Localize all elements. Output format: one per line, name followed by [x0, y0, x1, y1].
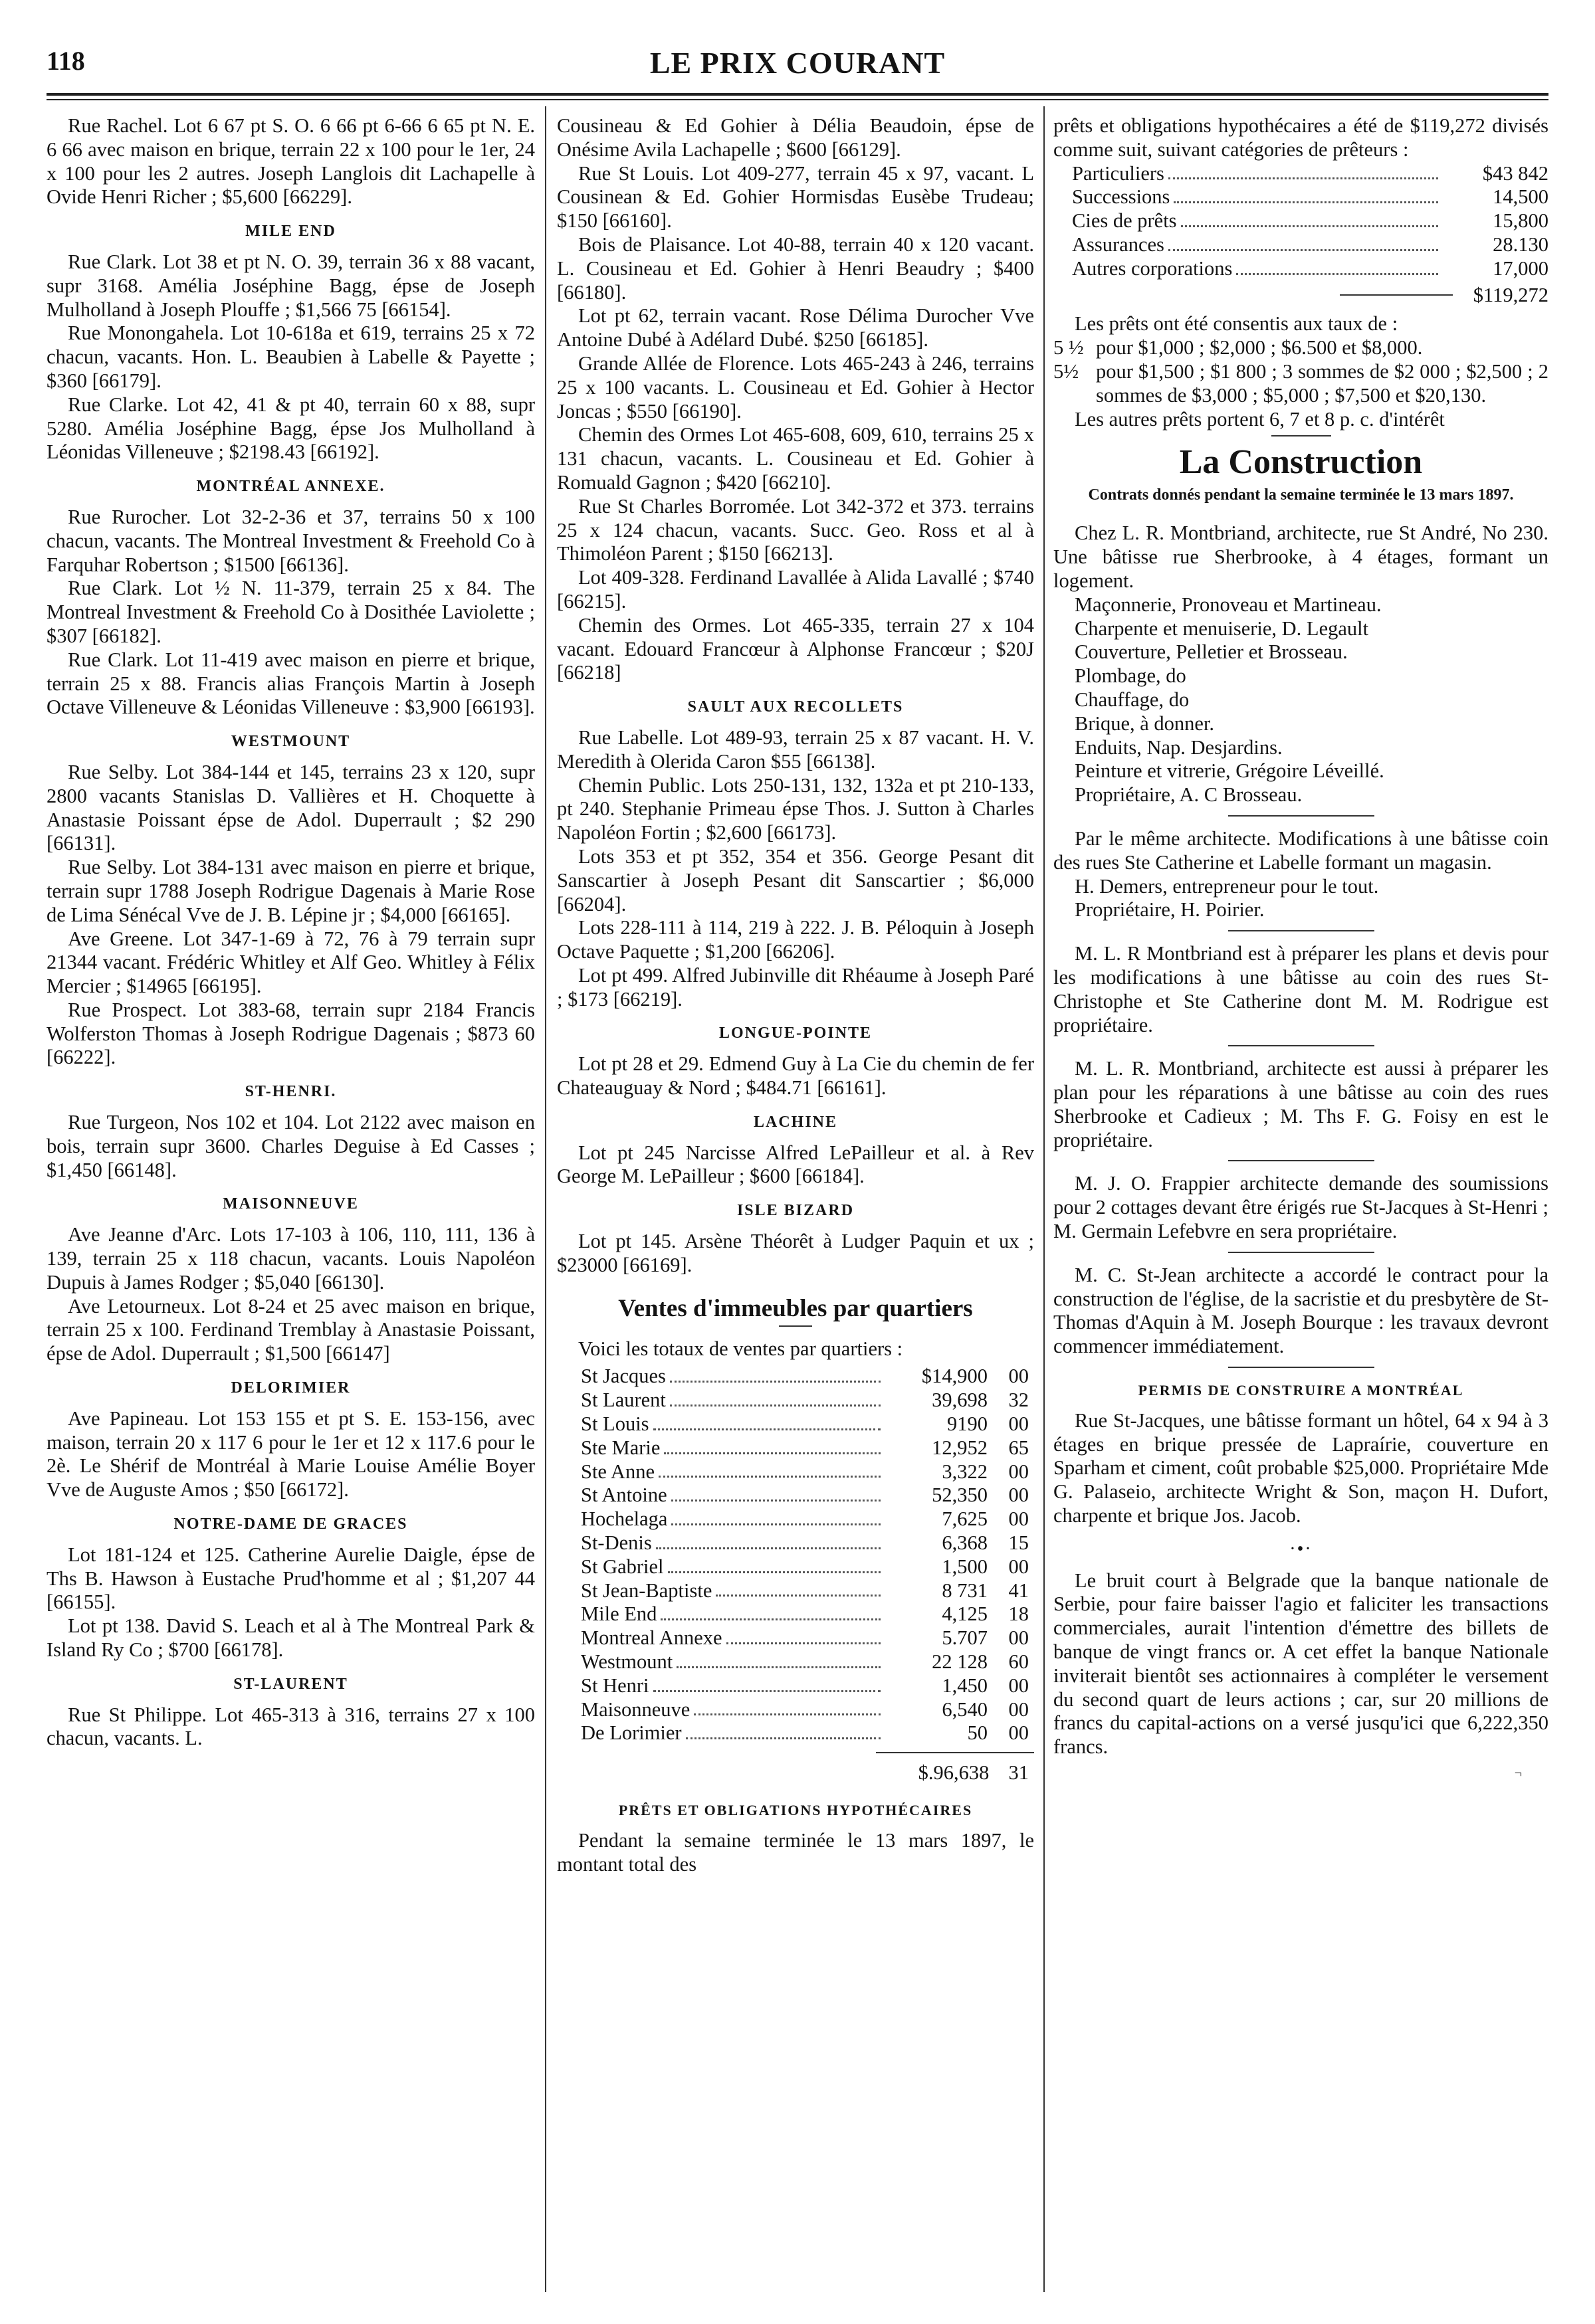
quartier-name: St Jacques	[581, 1365, 666, 1388]
lender-row	[1053, 257, 1548, 281]
paragraph: Propriétaire, H. Poirier.	[1075, 898, 1265, 921]
section-heading: NOTRE-DAME DE GRACES	[173, 1515, 408, 1533]
rates-list	[1053, 336, 1548, 407]
quartier-dollars: 7,625	[942, 1507, 988, 1531]
quartier-dollars: $14,900	[921, 1365, 988, 1388]
dot-leader	[1236, 273, 1438, 275]
quartier-row	[557, 1555, 1034, 1579]
dot-leader	[1168, 177, 1438, 179]
divider	[1228, 1045, 1374, 1046]
dot-leader	[653, 1690, 881, 1692]
listing-entry: Rue St Charles Borromée. Lot 342-372 et 373. terrains 25 x 124 chacun, vacants. Succ. Geo. Ross et al à Thimoléon Parent ; $150 [66213].	[557, 494, 1034, 565]
paragraph: M. C. St-Jean architecte a accordé le contract pour la construction de l'église, de la sacristie et du presbytère de St-Thomas d'Aquin à M. Joseph Bourque : les travaux devront commencer immédiatement.	[1053, 1263, 1548, 1358]
quartier-name: Ste Marie	[581, 1436, 661, 1459]
page-number: 118	[47, 46, 85, 76]
quartier-name: Hochelaga	[581, 1507, 668, 1531]
quartier-row	[557, 1531, 1034, 1555]
listing-entry: Lots 228-111 à 114, 219 à 222. J. B. Péloquin à Joseph Octave Paquette ; $1,200 [66206].	[557, 916, 1034, 963]
section-heading: MAISONNEUVE	[223, 1195, 359, 1213]
quartier-cents: 00	[1008, 1697, 1029, 1721]
quartier-row	[557, 1721, 1034, 1745]
quartier-dollars: 22 128	[932, 1650, 988, 1674]
dot-leader	[668, 1571, 881, 1573]
lenders-total-row	[1053, 284, 1548, 308]
lender-row	[1053, 185, 1548, 209]
quartier-name: St Laurent	[581, 1389, 666, 1412]
quartier-dollars: 8 731	[942, 1579, 988, 1602]
dot-leader	[664, 1452, 881, 1454]
quartier-row	[557, 1507, 1034, 1531]
lender-name: Assurances	[1072, 233, 1164, 256]
quartier-cents: 00	[1008, 1484, 1029, 1507]
divider	[1228, 1367, 1374, 1368]
dot-leader	[671, 1523, 881, 1525]
quartier-row	[557, 1650, 1034, 1674]
listing-entry: Rue Selby. Lot 384-131 avec maison en pierre et brique, terrain supr 1788 Joseph Rodrigue Dagenais à Marie Rose de Lima Sénécal Vve de J. B. Lépine jr ; $4,000 [66165].	[47, 856, 535, 926]
quartier-cents: 15	[1008, 1531, 1029, 1555]
paragraph: H. Demers, entrepreneur pour le tout.	[1075, 874, 1379, 898]
rate-amounts: pour $1,000 ; $2,000 ; $6.500 et $8,000.	[1096, 336, 1423, 359]
quartier-cents: 00	[1008, 1626, 1029, 1650]
listing-entry: Lot pt 28 et 29. Edmend Guy à La Cie du chemin de fer Chateauguay & Nord ; $484.71 [66161].	[557, 1052, 1034, 1100]
listing-entry: Lot 181-124 et 125. Catherine Aurelie Daigle, épse de Ths B. Hawson à Eustache Prud'homme et al ; $1,207 44 [66155].	[47, 1543, 535, 1614]
construction-subtitle: Contrats donnés pendant la semaine terminée le 13 mars 1897.	[1088, 486, 1514, 504]
prets-intro: Pendant la semaine terminée le 13 mars 1897, le montant total des	[557, 1828, 1034, 1876]
ventes-title: Ventes d'immeubles par quartiers	[618, 1294, 973, 1322]
listing-entry: Rue St Louis. Lot 409-277, terrain 45 x 97, vacant. L Cousinean & Ed. Gohier Hormisdas Eusèbe Trudeau; $150 [66160].	[557, 161, 1034, 233]
paragraph: Chez L. R. Montbriand, architecte, rue St André, No 230. Une bâtisse rue Sherbrooke, à 4 étages, formant un logement.	[1053, 522, 1548, 592]
dot-leader	[726, 1642, 881, 1644]
listing-entry: Rue Rurocher. Lot 32-2-36 et 37, terrains 50 x 100 chacun, vacants. The Montreal Investment & Freehold Co à Farquhar Robertson ; $1500 [66136].	[47, 505, 535, 576]
quartier-row	[557, 1674, 1034, 1698]
quartier-cents: 00	[1008, 1365, 1029, 1388]
quartier-name: St Henri	[581, 1674, 649, 1697]
listing-entry: Lot pt 245 Narcisse Alfred LePailleur et al. à Rev George M. LePailleur ; $600 [66184].	[557, 1141, 1034, 1188]
ventes-total-row	[557, 1752, 1034, 1785]
paragraph: M. L. R Montbriand est à préparer les plans et devis pour les modifications à une bâtisse au coin des rues St-Christophe et Ste Catherine dont M. M. Rodrigue est propriétaire.	[1053, 942, 1548, 1036]
listing-entry: Lot pt 145. Arsène Théorêt à Ludger Paquin et ux ; $23000 [66169].	[557, 1230, 1034, 1276]
quartier-dollars: 39,698	[932, 1389, 988, 1412]
quartier-name: Westmount	[581, 1650, 673, 1674]
listing-entry: Rue Clarke. Lot 42, 41 & pt 40, terrain 60 x 88, supr 5280. Amélia Joséphine Bagg, épse Jos Mulholland à Léonidas Villeneuve ; $2198.43 [66192].	[47, 393, 535, 464]
quartier-dollars: 50	[967, 1721, 988, 1745]
listing-entry: Rue Labelle. Lot 489-93, terrain 25 x 87 vacant. H. V. Meredith à Olerida Caron $55 [66138].	[557, 726, 1034, 773]
quartier-row	[557, 1579, 1034, 1603]
quartier-dollars: 1,500	[942, 1555, 988, 1578]
trade-line: Couverture, Pelletier et Brosseau.	[1075, 640, 1348, 664]
masthead-title: LE PRIX COURANT	[649, 46, 946, 80]
trade-line: Maçonnerie, Pronoveau et Martineau.	[1075, 593, 1382, 616]
quartier-row	[557, 1365, 1034, 1389]
quartier-dollars: 3,322	[942, 1460, 988, 1483]
dot-leader	[716, 1595, 881, 1597]
dot-leader	[670, 1404, 881, 1406]
listing-entry: Rue Selby. Lot 384-144 et 145, terrains 23 x 120, supr 2800 vacants Stanislas D. Vallières et H. Choquette à Anastasie Poissant épse de Adol. Duperrault ; $2 290 [66131].	[47, 760, 535, 855]
page-mark: ¬	[1514, 1766, 1522, 1781]
column-divider	[1043, 106, 1045, 2292]
trade-line: Chauffage, do	[1075, 688, 1190, 711]
column-right	[1053, 114, 1548, 1786]
listing-entry: Rue Prospect. Lot 383-68, terrain supr 2184 Francis Wolferston Thomas à Joseph Rodrigue Dagenais ; $873 60 [66222].	[47, 998, 535, 1069]
quartier-row	[557, 1484, 1034, 1507]
listing-entry: Lot 409-328. Ferdinand Lavallée à Alida Lavallé ; $740 [66215].	[557, 566, 1034, 613]
quartier-cents: 00	[1008, 1674, 1029, 1697]
quartier-name: Montreal Annexe	[581, 1626, 722, 1650]
quartier-cents: 00	[1008, 1721, 1029, 1745]
quartier-row	[557, 1626, 1034, 1650]
quartier-row	[557, 1436, 1034, 1460]
dot-leader	[661, 1618, 881, 1620]
quartier-row	[557, 1412, 1034, 1436]
listing-entry: Ave Jeanne d'Arc. Lots 17-103 à 106, 110, 111, 136 à 139, terrain 25 x 118 chacun, vacants. Louis Napoléon Dupuis à James Rodger ; $5,040 [66130].	[47, 1223, 535, 1294]
trades-list	[1053, 593, 1548, 807]
paragraph: Par le même architecte. Modifications à une bâtisse coin des rues Ste Catherine et Labelle formant un magasin.	[1053, 826, 1548, 874]
lender-amount: 14,500	[1493, 185, 1548, 209]
listing-entry: Lot pt 62, terrain vacant. Rose Délima Durocher Vve Antoine Dubé à Adélard Dubé. $250 [66185].	[557, 304, 1034, 351]
dot-leader	[1174, 201, 1438, 203]
section-heading: PERMIS DE CONSTRUIRE A MONTRÉAL	[1138, 1382, 1464, 1399]
quartier-cents: 65	[1008, 1436, 1029, 1459]
dot-leader	[659, 1476, 881, 1478]
section-heading: PRÊTS ET OBLIGATIONS HYPOTHÉCAIRES	[618, 1802, 973, 1818]
listing-entry: Rue Turgeon, Nos 102 et 104. Lot 2122 avec maison en bois, terrain supr 3600. Charles Deguise à Ed Casses ; $1,450 [66148].	[47, 1111, 535, 1181]
quartier-dollars: 9190	[947, 1412, 988, 1436]
quartier-cents: 00	[1008, 1555, 1029, 1578]
column-divider	[545, 106, 546, 2292]
listing-entry: Rue Rachel. Lot 6 67 pt S. O. 6 66 pt 6-66 6 65 pt N. E. 6 66 avec maison en brique, terrain 22 x 100 pour le 1er, 24 x 100 pour les 2 autres. Joseph Langlois dit Lachapelle à Ovide Henri Richer ; $5,600 [66229].	[47, 114, 535, 209]
quartier-dollars: 12,952	[932, 1436, 988, 1459]
listing-entry: Ave Greene. Lot 347-1-69 à 72, 76 à 79 terrain supr 21344 vacant. Frédéric Whitley et Alf Geo. Whitley à Félix Mercier ; $14965 [66195].	[47, 927, 535, 998]
quartier-row	[557, 1389, 1034, 1412]
quartier-name: St Louis	[581, 1412, 649, 1436]
quartier-name: St-Denis	[581, 1531, 652, 1555]
quartier-name: Maisonneuve	[581, 1697, 691, 1721]
divider	[779, 1325, 812, 1327]
listing-entry: Rue Clark. Lot 11-419 avec maison en pierre et brique, terrain 25 x 88. Francis alias François Martin à Joseph Octave Villeneuve & Léonidas Villeneuve : $3,900 [66193].	[47, 648, 535, 719]
lenders-table	[1053, 162, 1548, 281]
lender-row	[1053, 162, 1548, 186]
paragraph: Le bruit court à Belgrade que la banque nationale de Serbie, pour faire baisser l'agio et faliciter les transactions commerciales, aurait l'intention d'émettre des billets de banque de vingt francs or. A cet effet la banque Nationale inviterait bientôt ses actionnaires à compléter le versement du second quart de leurs actions ; car, sur 20 millions de francs du capital-actions on a versé jusqu'ici que 6,222,350 francs.	[1053, 1569, 1548, 1759]
listing-entry: Rue St Philippe. Lot 465-313 à 316, terrains 27 x 100 chacun, vacants. L.	[47, 1703, 535, 1750]
dot-leader	[694, 1713, 881, 1715]
ventes-total-dollars: $.96,638	[918, 1761, 990, 1785]
trade-line: Charpente et menuiserie, D. Legault	[1075, 617, 1369, 640]
lender-amount: 15,800	[1493, 209, 1548, 233]
listing-entry: Chemin des Ormes. Lot 465-335, terrain 27 x 104 vacant. Edouard Francœur à Alphonse Francœur ; $20J [66218]	[557, 613, 1034, 684]
section-heading: LACHINE	[753, 1113, 838, 1131]
divider	[1228, 1252, 1374, 1253]
paragraph: M. J. O. Frappier architecte demande des soumissions pour 2 cottages devant être érigés rue St-Jacques à St-Henri ; M. Germain Lefebvre en sera propriétaire.	[1053, 1172, 1548, 1243]
quartier-dollars: 6,540	[942, 1697, 988, 1721]
page-header	[47, 45, 1548, 85]
lender-row	[1053, 233, 1548, 257]
quartier-dollars: 1,450	[942, 1674, 988, 1697]
rate-value: 5 ½	[1053, 336, 1084, 359]
section-heading: ISLE BIZARD	[736, 1202, 855, 1220]
quartier-row	[557, 1602, 1034, 1626]
paragraph: prêts et obligations hypothécaires a été de $119,272 divisés comme suit, suivant catégories de prêteurs :	[1053, 114, 1548, 161]
section-heading: MONTRÉAL ANNEXE.	[196, 478, 385, 496]
quartier-dollars: 5.707	[942, 1626, 988, 1650]
quartiers-table	[557, 1365, 1034, 1745]
listing-entry: Bois de Plaisance. Lot 40-88, terrain 40 x 120 vacant. L. Cousineau et Ed. Gohier à Henri Beaudry ; $400 [66180].	[557, 233, 1034, 304]
paragraph: Rue St-Jacques, une bâtisse formant un hôtel, 64 x 94 à 3 étages en brique pressée de Lapraírie, couverture en Sparham et ciment, coût probable $25,000. Propriétaire Mde G. Palaseio, architecte Wright & Son, maçon H. Dufort, charpente et brique Jos. Jacob.	[1053, 1408, 1548, 1527]
quartier-name: St Gabriel	[581, 1555, 664, 1578]
ornament: ·•·	[1289, 1538, 1313, 1559]
header-rule-thin	[47, 99, 1548, 100]
paragraph: Les autres prêts portent 6, 7 et 8 p. c. d'intérêt	[1075, 407, 1445, 431]
total-rule	[1340, 294, 1453, 296]
divider	[1271, 435, 1331, 436]
lender-name: Successions	[1072, 185, 1170, 209]
trade-line: Plombage, do	[1075, 664, 1186, 688]
listing-entry: Ave Papineau. Lot 153 155 et pt S. E. 153-156, avec maison, terrain 20 x 117 6 pour le 1er et 12 x 117.6 pour le 2è. Le Shérif de Montréal à Marie Louise Amélie Boyer Vve de Auguste Amos ; $50 [66172].	[47, 1406, 535, 1501]
dot-leader	[1181, 225, 1438, 227]
column-middle	[557, 114, 1034, 1876]
quartier-cents: 41	[1008, 1579, 1029, 1602]
lender-amount: $43 842	[1482, 161, 1548, 185]
listing-entry: Chemin des Ormes Lot 465-608, 609, 610, terrains 25 x 131 chacun, vacants. L. Cousineau et Ed. Gohier à Romuald Gagnon ; $420 [66210].	[557, 423, 1034, 494]
section-heading: ST-HENRI.	[245, 1083, 337, 1101]
quartier-name: St Jean-Baptiste	[581, 1579, 712, 1602]
listing-entry: Rue Monongahela. Lot 10-618a et 619, terrains 25 x 72 chacun, vacants. Hon. L. Beaubien à Labelle & Payette ; $360 [66179].	[47, 322, 535, 392]
quartier-name: St Antoine	[581, 1484, 667, 1507]
dot-leader	[671, 1500, 881, 1501]
listing-entry: Rue Clark. Lot 38 et pt N. O. 39, terrain 36 x 88 vacant, supr 3168. Amélia Joséphine Bagg, épse de Joseph Mulholland à Joseph Plouffe ; $1,566 75 [66154].	[47, 250, 535, 321]
ventes-intro: Voici les totaux de ventes par quartiers :	[578, 1337, 903, 1360]
column-left	[47, 114, 535, 1751]
dot-leader	[677, 1666, 881, 1668]
lender-amount: 28.130	[1493, 233, 1548, 256]
lender-amount: 17,000	[1493, 256, 1548, 280]
quartier-cents: 32	[1008, 1389, 1029, 1412]
quartier-cents: 00	[1008, 1460, 1029, 1483]
quartier-name: Mile End	[581, 1602, 657, 1626]
listing-entry: Chemin Public. Lots 250-131, 132, 132a et pt 210-133, pt 240. Stephanie Primeau épse Thos. J. Sutton à Charles Napoléon Fortin ; $2,600 [66173].	[557, 773, 1034, 844]
listing-entry: Lot pt 499. Alfred Jubinville dit Rhéaume à Joseph Paré ; $173 [66219].	[557, 963, 1034, 1011]
quartier-row	[557, 1460, 1034, 1484]
lender-row	[1053, 209, 1548, 233]
listing-entry: Cousineau & Ed Gohier à Délia Beaudoin, épse de Onésime Avila Lachapelle ; $600 [66129].	[557, 114, 1034, 161]
ventes-total-cents: 31	[1008, 1761, 1029, 1785]
quartier-dollars: 52,350	[932, 1484, 988, 1507]
dot-leader	[686, 1737, 881, 1739]
lenders-total: $119,272	[1473, 283, 1548, 306]
quartier-dollars: 4,125	[942, 1602, 988, 1626]
paragraph: Les prêts ont été consentis aux taux de :	[1075, 312, 1398, 336]
rate-amounts: pour $1,500 ; $1 800 ; 3 sommes de $2 000 ; $2,500 ; 2 sommes de $3,000 ; $5,000 ; $7,500 et $20,130.	[1096, 359, 1548, 407]
listing-entry: Ave Letourneux. Lot 8-24 et 25 avec maison en brique, terrain 25 x 100. Ferdinand Tremblay à Anastasie Poissant, épse de Adol. Duperrault ; $1,500 [66147]	[47, 1294, 535, 1365]
divider	[1228, 815, 1374, 817]
section-heading: LONGUE-POINTE	[718, 1024, 873, 1042]
dot-leader	[670, 1381, 881, 1383]
divider	[1228, 1160, 1374, 1161]
construction-title: La Construction	[1179, 443, 1423, 482]
trade-line: Enduits, Nap. Desjardins.	[1075, 735, 1283, 759]
trade-line: Peinture et vitrerie, Grégoire Léveillé.	[1075, 759, 1384, 783]
quartier-name: Ste Anne	[581, 1460, 655, 1483]
quartier-cents: 00	[1008, 1412, 1029, 1436]
divider	[1228, 930, 1374, 931]
section-heading: WESTMOUNT	[231, 733, 351, 751]
lender-name: Autres corporations	[1072, 256, 1233, 280]
listing-entry: Rue Clark. Lot ½ N. 11-379, terrain 25 x 84. The Montreal Investment & Freehold Co à Dosithée Laviolette ; $307 [66182].	[47, 577, 535, 647]
trade-line: Brique, à donner.	[1075, 712, 1215, 735]
quartier-name: De Lorimier	[581, 1721, 682, 1745]
ventes-total	[876, 1752, 1034, 1785]
header-rule	[47, 93, 1548, 96]
rate-row	[1053, 360, 1548, 408]
lender-name: Cies de prêts	[1072, 209, 1177, 233]
dot-leader	[656, 1547, 881, 1549]
section-heading: DELORIMIER	[231, 1379, 351, 1397]
lender-name: Particuliers	[1072, 161, 1164, 185]
trade-line: Propriétaire, A. C Brosseau.	[1075, 783, 1303, 807]
listing-entry: Grande Allée de Florence. Lots 465-243 à 246, terrains 25 x 100 vacants. L. Cousineau et Ed. Gohier à Hector Joncas ; $550 [66190].	[557, 351, 1034, 423]
dot-leader	[653, 1428, 881, 1430]
quartier-row	[557, 1698, 1034, 1722]
rate-value: 5½	[1053, 359, 1079, 383]
section-heading: SAULT AUX RECOLLETS	[687, 698, 904, 716]
dot-leader	[1168, 249, 1438, 251]
quartier-cents: 00	[1008, 1507, 1029, 1531]
listing-entry: Lots 353 et pt 352, 354 et 356. George Pesant dit Sanscartier à Joseph Pesant dit Sanscartier ; $6,000 [66204].	[557, 844, 1034, 916]
quartier-cents: 18	[1008, 1602, 1029, 1626]
rate-row	[1053, 336, 1548, 360]
quartier-dollars: 6,368	[942, 1531, 988, 1555]
section-heading: ST-LAURENT	[233, 1675, 348, 1693]
section-heading: MILE END	[245, 223, 336, 241]
paragraph: M. L. R. Montbriand, architecte est aussi à préparer les plan pour les réparations à une bâtisse au coin des rues Sherbrooke et Cadieux ; M. Ths F. G. Foisy en est le propriétaire.	[1053, 1057, 1548, 1151]
quartier-cents: 60	[1008, 1650, 1029, 1674]
listing-entry: Lot pt 138. David S. Leach et al à The Montreal Park & Island Ry Co ; $700 [66178].	[47, 1614, 535, 1662]
